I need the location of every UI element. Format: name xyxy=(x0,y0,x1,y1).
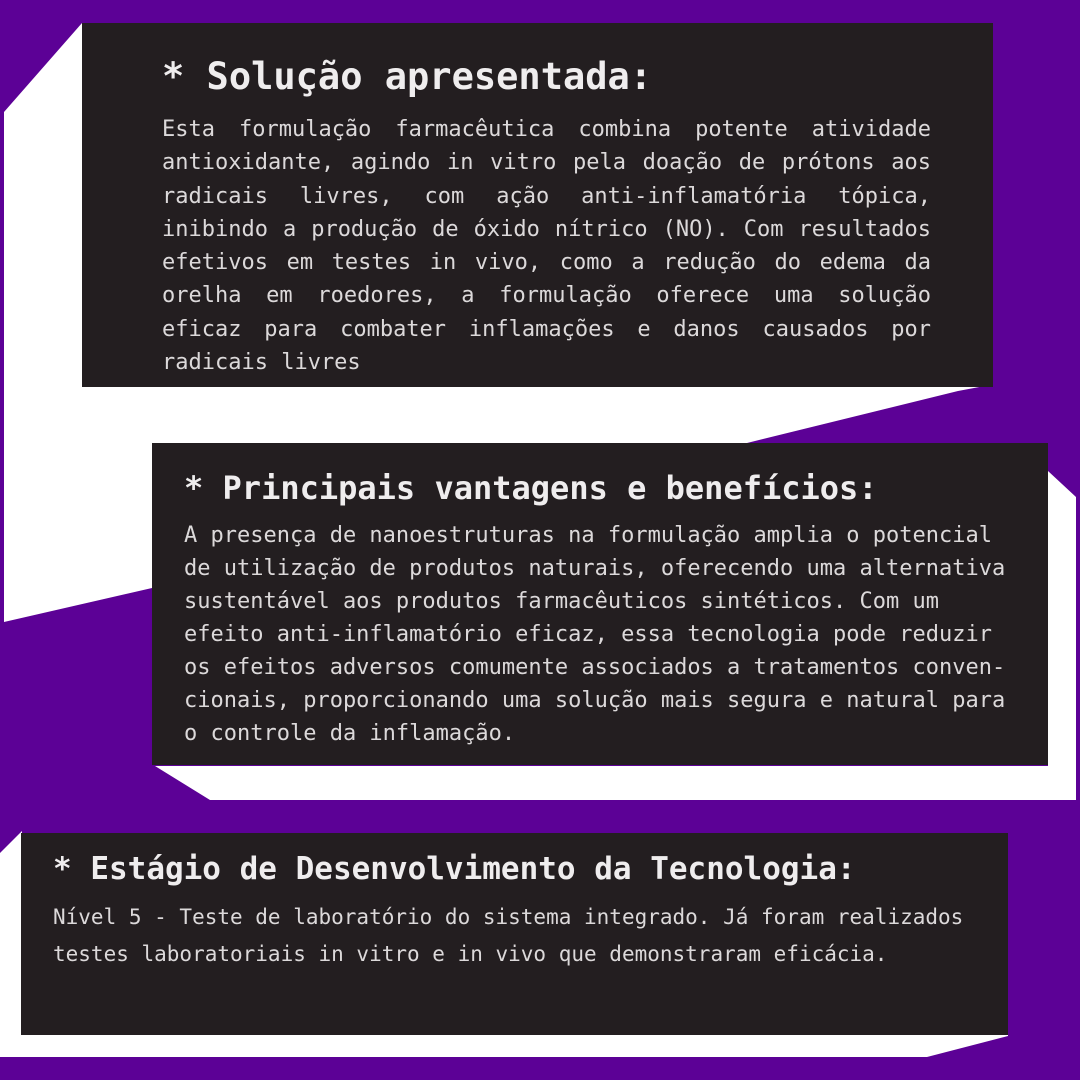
panel-solution-body xyxy=(162,113,931,379)
panel-advantages-heading: * Principais vantagens e benefícios: xyxy=(184,469,878,507)
body-line: Esta formulação farmacêutica combina potente atividade xyxy=(162,117,931,142)
body-line: antioxidante, agindo in vitro pela doação de prótons aos xyxy=(162,150,931,176)
white-shape-bottom-left xyxy=(0,831,22,1057)
body-line: cionais, proporcionando uma solução mais segura e natural para xyxy=(184,688,1006,713)
body-line: efeito anti-inflamatório eficaz, essa tecnologia pode reduzir xyxy=(184,622,992,647)
panel-development-stage-heading: * Estágio de Desenvolvimento da Tecnologia: xyxy=(53,851,856,887)
panel-solution xyxy=(82,23,993,387)
panel-advantages xyxy=(152,443,1048,765)
body-line: Nível 5 - Teste de laboratório do sistema integrado. Já foram realizados xyxy=(53,905,964,929)
panel-advantages-body xyxy=(184,519,1022,750)
body-line: orelha em roedores, a formulação oferece uma solução xyxy=(162,283,931,309)
body-line: eficaz para combater inflamações e danos causados por xyxy=(162,316,931,342)
body-line: A presença de nanoestruturas na formulação amplia o potencial xyxy=(184,523,992,548)
body-line: de utilização de produtos naturais, oferecendo uma alternativa xyxy=(184,556,1006,581)
body-line: inibindo a produção de óxido nítrico (NO). Com resultados xyxy=(162,216,931,242)
body-line: o controle da inflamação. xyxy=(184,721,516,746)
body-line: radicais livres xyxy=(162,350,361,376)
panel-development-stage-body xyxy=(53,899,984,973)
body-line: testes laboratoriais in vitro e in vivo que demonstraram eficácia. xyxy=(53,942,888,966)
body-line: efetivos em testes in vivo, como a redução do edema da xyxy=(162,250,931,276)
panel-solution-heading: * Solução apresentada: xyxy=(162,55,653,98)
body-line: radicais livres, com ação anti-inflamatória tópica, xyxy=(162,183,931,209)
panel-development-stage xyxy=(21,833,1008,1035)
body-line: sustentável aos produtos farmacêuticos sintéticos. Com um xyxy=(184,589,939,614)
body-line: os efeitos adversos comumente associados a tratamentos conven- xyxy=(184,655,1006,680)
